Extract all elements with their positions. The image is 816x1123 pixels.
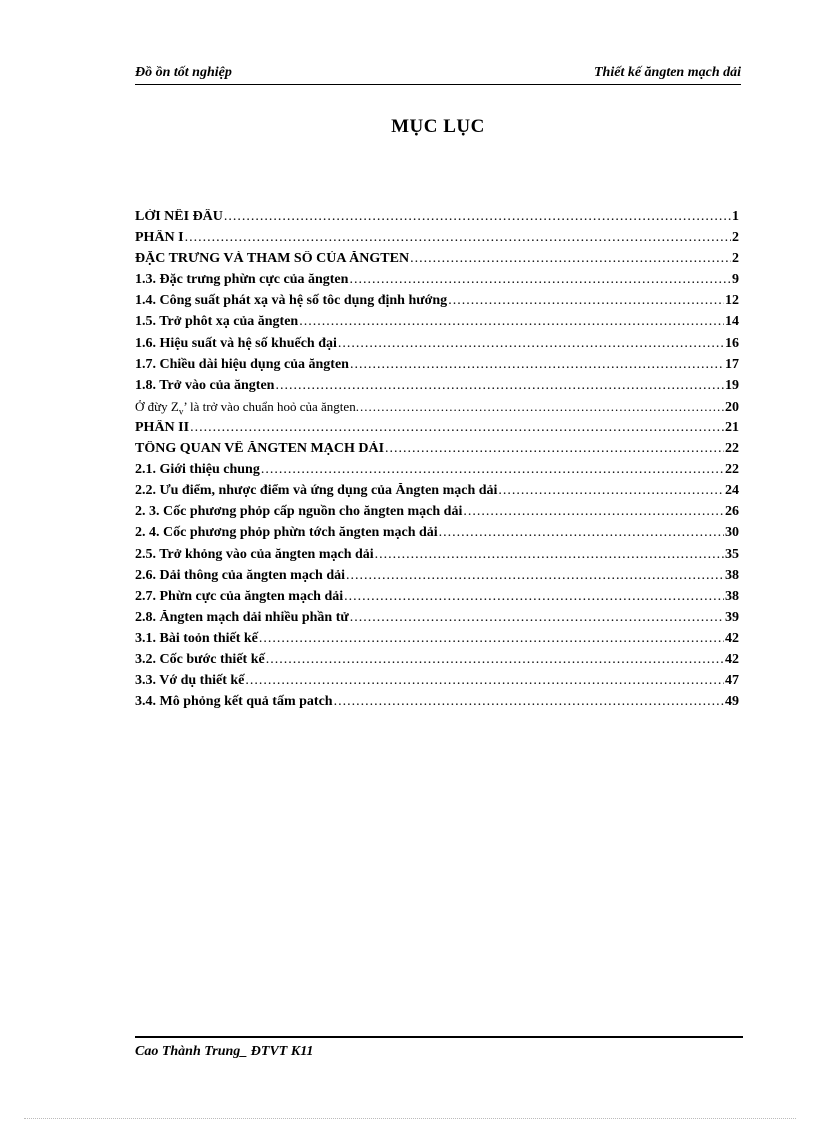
toc-entry-label: 1.7. Chiều dài hiệu dụng của ăngten [135,356,349,372]
toc-entry-label: LỜI NỀI ĐẦU [135,209,223,224]
toc-entry[interactable] [135,694,739,715]
toc-entry[interactable] [135,293,739,314]
toc-entry-label: 1.4. Công suất phát xạ và hệ số tôc dụng định hướng [135,293,448,309]
toc-leader [346,568,724,584]
toc-entry-label: 1.3. Đặc trưng phừn cực của ăngten [135,272,349,288]
toc-entry[interactable] [135,357,739,378]
toc-entry-page: 35 [725,546,739,562]
toc-entry-page: 26 [725,504,739,520]
toc-entry-page: 30 [725,525,739,541]
toc-entry-page: 2 [732,230,739,246]
toc-entry[interactable] [135,610,739,631]
toc-leader [375,547,724,563]
toc-leader [245,673,724,689]
toc-leader [299,314,724,330]
toc-entry[interactable] [135,631,739,652]
toc-leader [185,230,731,246]
toc-entry[interactable] [135,272,739,293]
toc-leader [385,441,724,457]
toc-entry[interactable] [135,378,739,399]
header-document-title: Thiết kế ăngten mạch dải [594,65,741,80]
toc-entry[interactable] [135,420,739,441]
toc-entry[interactable] [135,547,739,568]
toc-entry-label: 3.4. Mô phỏng kết quả tấm patch [135,694,333,710]
header-document-type: Đồ ồn tốt nghiệp [135,65,232,80]
toc-leader [360,399,724,415]
table-of-contents [135,209,739,715]
toc-entry[interactable] [135,589,739,610]
toc-entry-page: 22 [725,462,739,478]
toc-entry-page: 1 [732,209,739,224]
toc-entry-label: 2.2. Ưu điểm, nhược điểm và ứng dụng của Ăngten mạch dải [135,483,498,499]
toc-entry[interactable] [135,504,739,525]
toc-entry[interactable] [135,314,739,335]
toc-entry-page: 22 [725,441,739,457]
toc-entry-page: 9 [732,272,739,288]
toc-leader [350,357,724,373]
toc-leader [350,610,724,626]
toc-entry-label: 3.3. Vớ dụ thiết kế [135,673,245,689]
footer-author: Cao Thành Trung_ ĐTVT K11 [135,1044,314,1059]
toc-entry-label: 1.5. Trở phôt xạ của ăngten [135,314,299,330]
toc-entry[interactable] [135,462,739,483]
toc-leader [439,525,724,541]
toc-entry[interactable] [135,209,739,230]
toc-entry[interactable] [135,399,739,420]
toc-leader [261,462,724,478]
toc-entry-label: ĐẶC TRƯNG VÀ THAM SỐ CỦA ĂNGTEN [135,251,410,267]
toc-entry[interactable] [135,441,739,462]
toc-entry-label-start: Ở đừy Z [135,398,179,414]
page-footer [135,1036,743,1060]
toc-entry-page: 17 [725,356,739,372]
toc-entry-page: 42 [725,630,739,646]
toc-entry-label: 2.6. Dải thông của ăngten mạch dải [135,567,346,583]
toc-entry-label: PHẦN I [135,230,184,246]
toc-entry-label: PHẦN II [135,419,190,435]
toc-entry-label: 2.5. Trở khỏng vào của ăngten mạch dải [135,546,374,562]
toc-leader [448,293,724,309]
toc-leader [338,336,724,352]
toc-entry-page: 24 [725,483,739,499]
toc-entry-label: 2.7. Phừn cực của ăngten mạch dải [135,588,344,604]
toc-entry[interactable] [135,251,739,272]
toc-entry-page: 39 [725,609,739,625]
toc-leader [463,504,724,520]
toc-entry-page: 19 [725,377,739,393]
toc-leader [344,589,724,605]
toc-entry-label: 2.8. Ăngten mạch dải nhiều phần tử [135,609,349,625]
toc-entry[interactable] [135,336,739,357]
toc-leader [190,420,724,436]
toc-leader [259,631,724,647]
page-title: MỤC LỤC [391,116,485,137]
toc-entry-page: 38 [725,567,739,583]
toc-entry-page: 38 [725,588,739,604]
toc-entry-page: 2 [732,251,739,267]
toc-entry-page: 49 [725,694,739,710]
toc-entry-page: 47 [725,673,739,689]
toc-entry[interactable] [135,525,739,546]
toc-leader [498,483,724,499]
toc-entry-page: 42 [725,651,739,667]
toc-entry-page: 21 [725,419,739,435]
toc-entry[interactable] [135,673,739,694]
toc-entry-label: 3.2. Cốc bước thiết kế [135,651,265,667]
page-header [135,62,741,85]
toc-entry-label: 2. 4. Cốc phương phỏp phừn tớch ăngten mạch dải [135,525,438,541]
page-bottom-border [24,1118,796,1119]
toc-entry-label: 3.1. Bài toỏn thiết kế [135,630,258,646]
toc-entry[interactable] [135,652,739,673]
toc-entry-label: 2. 3. Cốc phương phỏp cấp nguồn cho ăngten mạch dải [135,504,463,520]
toc-entry-label: TỔNG QUAN VỀ ĂNGTEN MẠCH DẢI [135,441,385,457]
toc-entry-label [135,399,359,417]
toc-entry[interactable] [135,483,739,504]
impedance-subscript: v [178,406,184,417]
toc-leader [349,272,731,288]
toc-leader [334,694,724,710]
toc-leader [266,652,724,668]
toc-entry[interactable] [135,568,739,589]
toc-entry-label-end: ’ là trở vào chuẩn hoỏ của ăngten. [183,398,359,414]
toc-entry-label: 2.1. Giới thiệu chung [135,462,260,478]
toc-entry-page: 14 [725,314,739,330]
toc-entry-page: 16 [725,335,739,351]
toc-leader [224,209,731,225]
toc-entry[interactable] [135,230,739,251]
toc-leader [410,251,731,267]
toc-entry-page: 20 [725,399,739,415]
toc-entry-page: 12 [725,293,739,309]
toc-leader [275,378,724,394]
toc-entry-label: 1.6. Hiệu suất và hệ số khuếch đại [135,335,337,351]
toc-entry-label: 1.8. Trở vào của ăngten [135,377,275,393]
